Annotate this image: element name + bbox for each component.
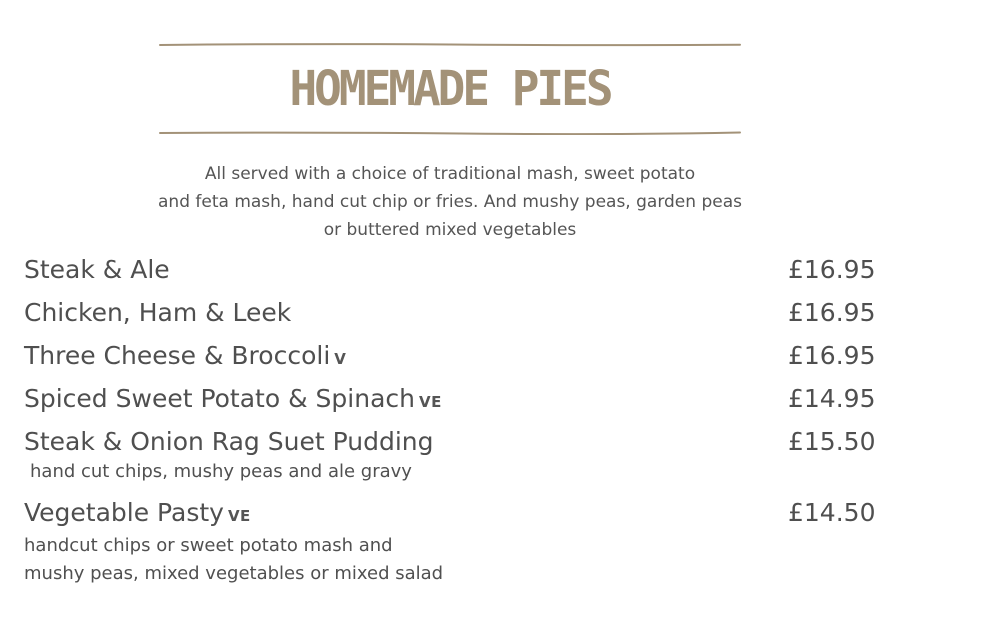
menu-item <box>24 297 904 329</box>
menu-item <box>24 383 904 418</box>
intro-line: and feta mash, hand cut chip or fries. And mushy peas, garden peas <box>158 192 742 212</box>
menu-item-name: Chicken, Ham & Leek <box>24 298 292 327</box>
menu-item-description <box>24 532 904 588</box>
dietary-tag: V <box>334 350 347 368</box>
description-line: hand cut chips, mushy peas and ale gravy <box>30 461 412 482</box>
menu-item-price: £16.95 <box>788 298 876 327</box>
menu-item-price: £16.95 <box>788 255 876 284</box>
menu-item-name: Three Cheese & Broccoli V <box>24 341 347 370</box>
description-line: mushy peas, mixed vegetables or mixed salad <box>24 563 444 584</box>
intro-line: or buttered mixed vegetables <box>323 220 577 240</box>
menu-item-name: Spiced Sweet Potato & Spinach VE <box>24 384 442 413</box>
menu-section-title: HOMEMADE PIES <box>289 59 611 117</box>
menu-item-price: £14.50 <box>788 498 876 527</box>
menu-item-price: £15.50 <box>788 427 876 456</box>
menu-item <box>24 254 904 286</box>
menu-item <box>24 497 904 588</box>
menu-item <box>24 426 904 486</box>
dietary-tag: VE <box>227 507 251 525</box>
menu-item-price: £14.95 <box>788 384 876 413</box>
menu-item-name: Vegetable Pasty VE <box>24 498 251 527</box>
menu-item <box>24 340 904 375</box>
menu-item-name: Steak & Onion Rag Suet Pudding <box>24 427 434 456</box>
menu-item-name: Steak & Ale <box>24 255 170 284</box>
intro-line: All served with a choice of traditional mash, sweet potato <box>204 164 696 184</box>
menu-item-price: £16.95 <box>788 341 876 370</box>
section-intro <box>40 160 860 244</box>
description-line: handcut chips or sweet potato mash and <box>24 535 393 556</box>
header-rule-bottom <box>160 120 740 146</box>
dietary-tag: VE <box>418 393 442 411</box>
menu-item-description <box>24 458 904 486</box>
